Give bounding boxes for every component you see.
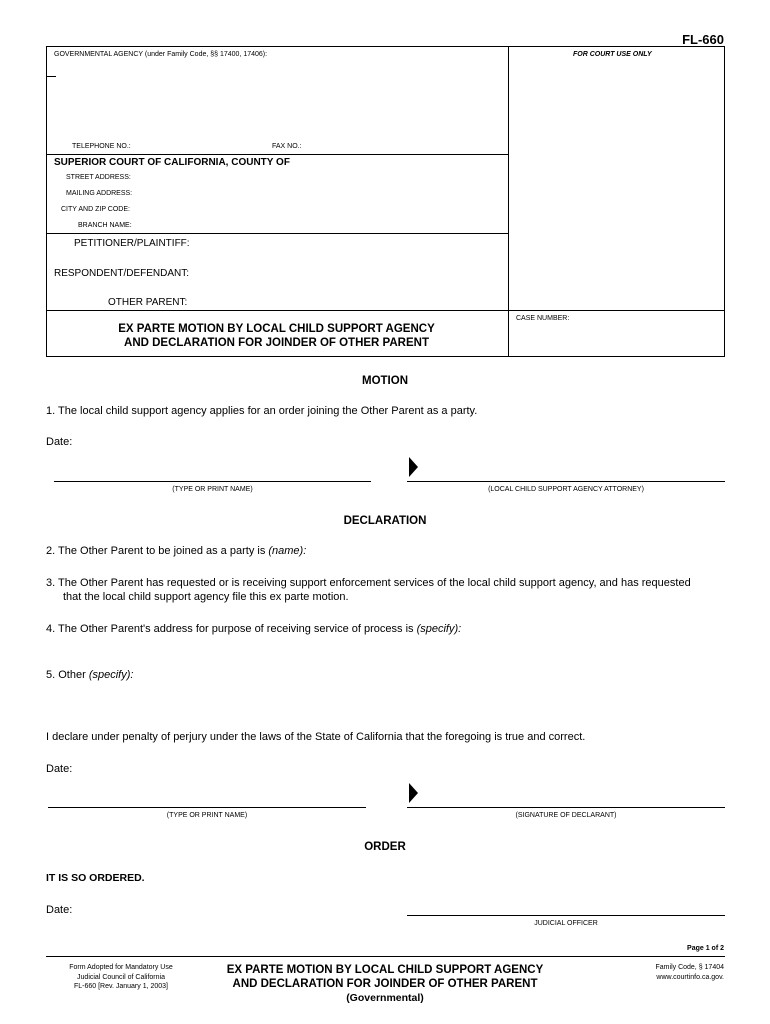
form-title [46,322,507,350]
so-ordered: IT IS SO ORDERED. [46,872,145,884]
item-5-italic: (specify): [88,669,134,681]
declaration-item-2 [46,545,306,557]
adopted-line3: FL-660 [Rev. January 1, 2003] [73,983,169,990]
declaration-name-caption: (TYPE OR PRINT NAME) [166,812,248,819]
item-5-text: 5. Other [46,669,86,681]
declaration-heading: DECLARATION [343,515,427,527]
mailing-address-label: MAILING ADDRESS: [66,190,133,197]
motion-heading: MOTION [362,375,408,387]
item-3-line2: that the local child support agency file this ex parte motion. [63,591,349,603]
item-3-line1: 3. The Other Parent has requested or is receiving support enforcement services of the local child support agency, and has requested [46,577,691,589]
agency-mark [46,76,56,77]
footer-title-line1: EX PARTE MOTION BY LOCAL CHILD SUPPORT AGENCY [226,964,544,976]
adopted-line1: Form Adopted for Mandatory Use [69,964,173,971]
declaration-signature-line [407,807,725,808]
other-parent-label: OTHER PARENT: [108,297,188,308]
form-title-line2: AND DECLARATION FOR JOINDER OF OTHER PARENT [124,337,429,349]
declaration-item-3 [46,576,691,604]
city-zip-label: CITY AND ZIP CODE: [61,206,130,213]
court-use-label: FOR COURT USE ONLY [573,51,652,58]
order-date-label: Date: [46,904,73,916]
motion-name-caption: (TYPE OR PRINT NAME) [172,486,253,493]
declaration-item-5 [46,669,133,681]
code-line1: Family Code, § 17404 [655,964,724,971]
item-4-text: 4. The Other Parent's address for purpose of receiving service of process is [46,623,414,635]
motion-name-line [54,481,371,482]
caption-box [46,46,725,357]
signature-arrow-icon [409,783,418,803]
case-number-label: CASE NUMBER: [516,315,570,322]
motion-date-label: Date: [46,436,73,448]
item-2-italic: (name): [268,545,307,557]
declaration-item-4 [46,623,461,635]
street-address-label: STREET ADDRESS: [66,174,131,181]
adopted-line2: Judicial Council of California [77,973,165,981]
telephone-label: TELEPHONE NO.: [72,143,131,150]
motion-item-1: 1. The local child support agency applies for an order joining the Other Parent as a party. [46,405,478,417]
agency-label: GOVERNMENTAL AGENCY (under Family Code, §§ 17400, 17406): [54,51,268,58]
footer-title-line3: (Governmental) [346,992,424,1004]
motion-attorney-caption: (LOCAL CHILD SUPPORT AGENCY ATTORNEY) [488,486,644,493]
judicial-officer-caption: JUDICIAL OFFICER [534,920,598,927]
form-title-line1: EX PARTE MOTION BY LOCAL CHILD SUPPORT AGENCY [118,323,435,335]
fax-label: FAX NO.: [272,143,302,150]
order-heading: ORDER [364,841,406,853]
page-number: Page 1 of 2 [687,945,724,952]
signature-arrow-icon [409,457,418,477]
footer-title [196,963,574,1005]
branch-name-label: BRANCH NAME: [78,222,132,229]
code-block [656,963,724,983]
declaration-name-line [48,807,366,808]
form-id: FL-660 [682,32,724,47]
motion-signature-line [407,481,725,482]
judicial-officer-line [407,915,725,916]
court-name: SUPERIOR COURT OF CALIFORNIA, COUNTY OF [54,157,290,168]
adopted-block [46,963,196,992]
code-line2: www.courtinfo.ca.gov. [656,974,724,981]
declaration-date-label: Date: [46,763,73,775]
perjury-statement: I declare under penalty of perjury under the laws of the State of California that the foregoing is true and correct. [46,731,586,743]
footer-title-line2: AND DECLARATION FOR JOINDER OF OTHER PARENT [232,978,538,990]
item-4-italic: (specify): [416,623,462,635]
footer-rule [46,956,725,957]
declarant-signature-caption: (SIGNATURE OF DECLARANT) [515,812,617,819]
respondent-label: RESPONDENT/DEFENDANT: [54,268,190,279]
item-2-text: 2. The Other Parent to be joined as a party is [46,545,266,557]
petitioner-label: PETITIONER/PLAINTIFF: [74,238,190,249]
